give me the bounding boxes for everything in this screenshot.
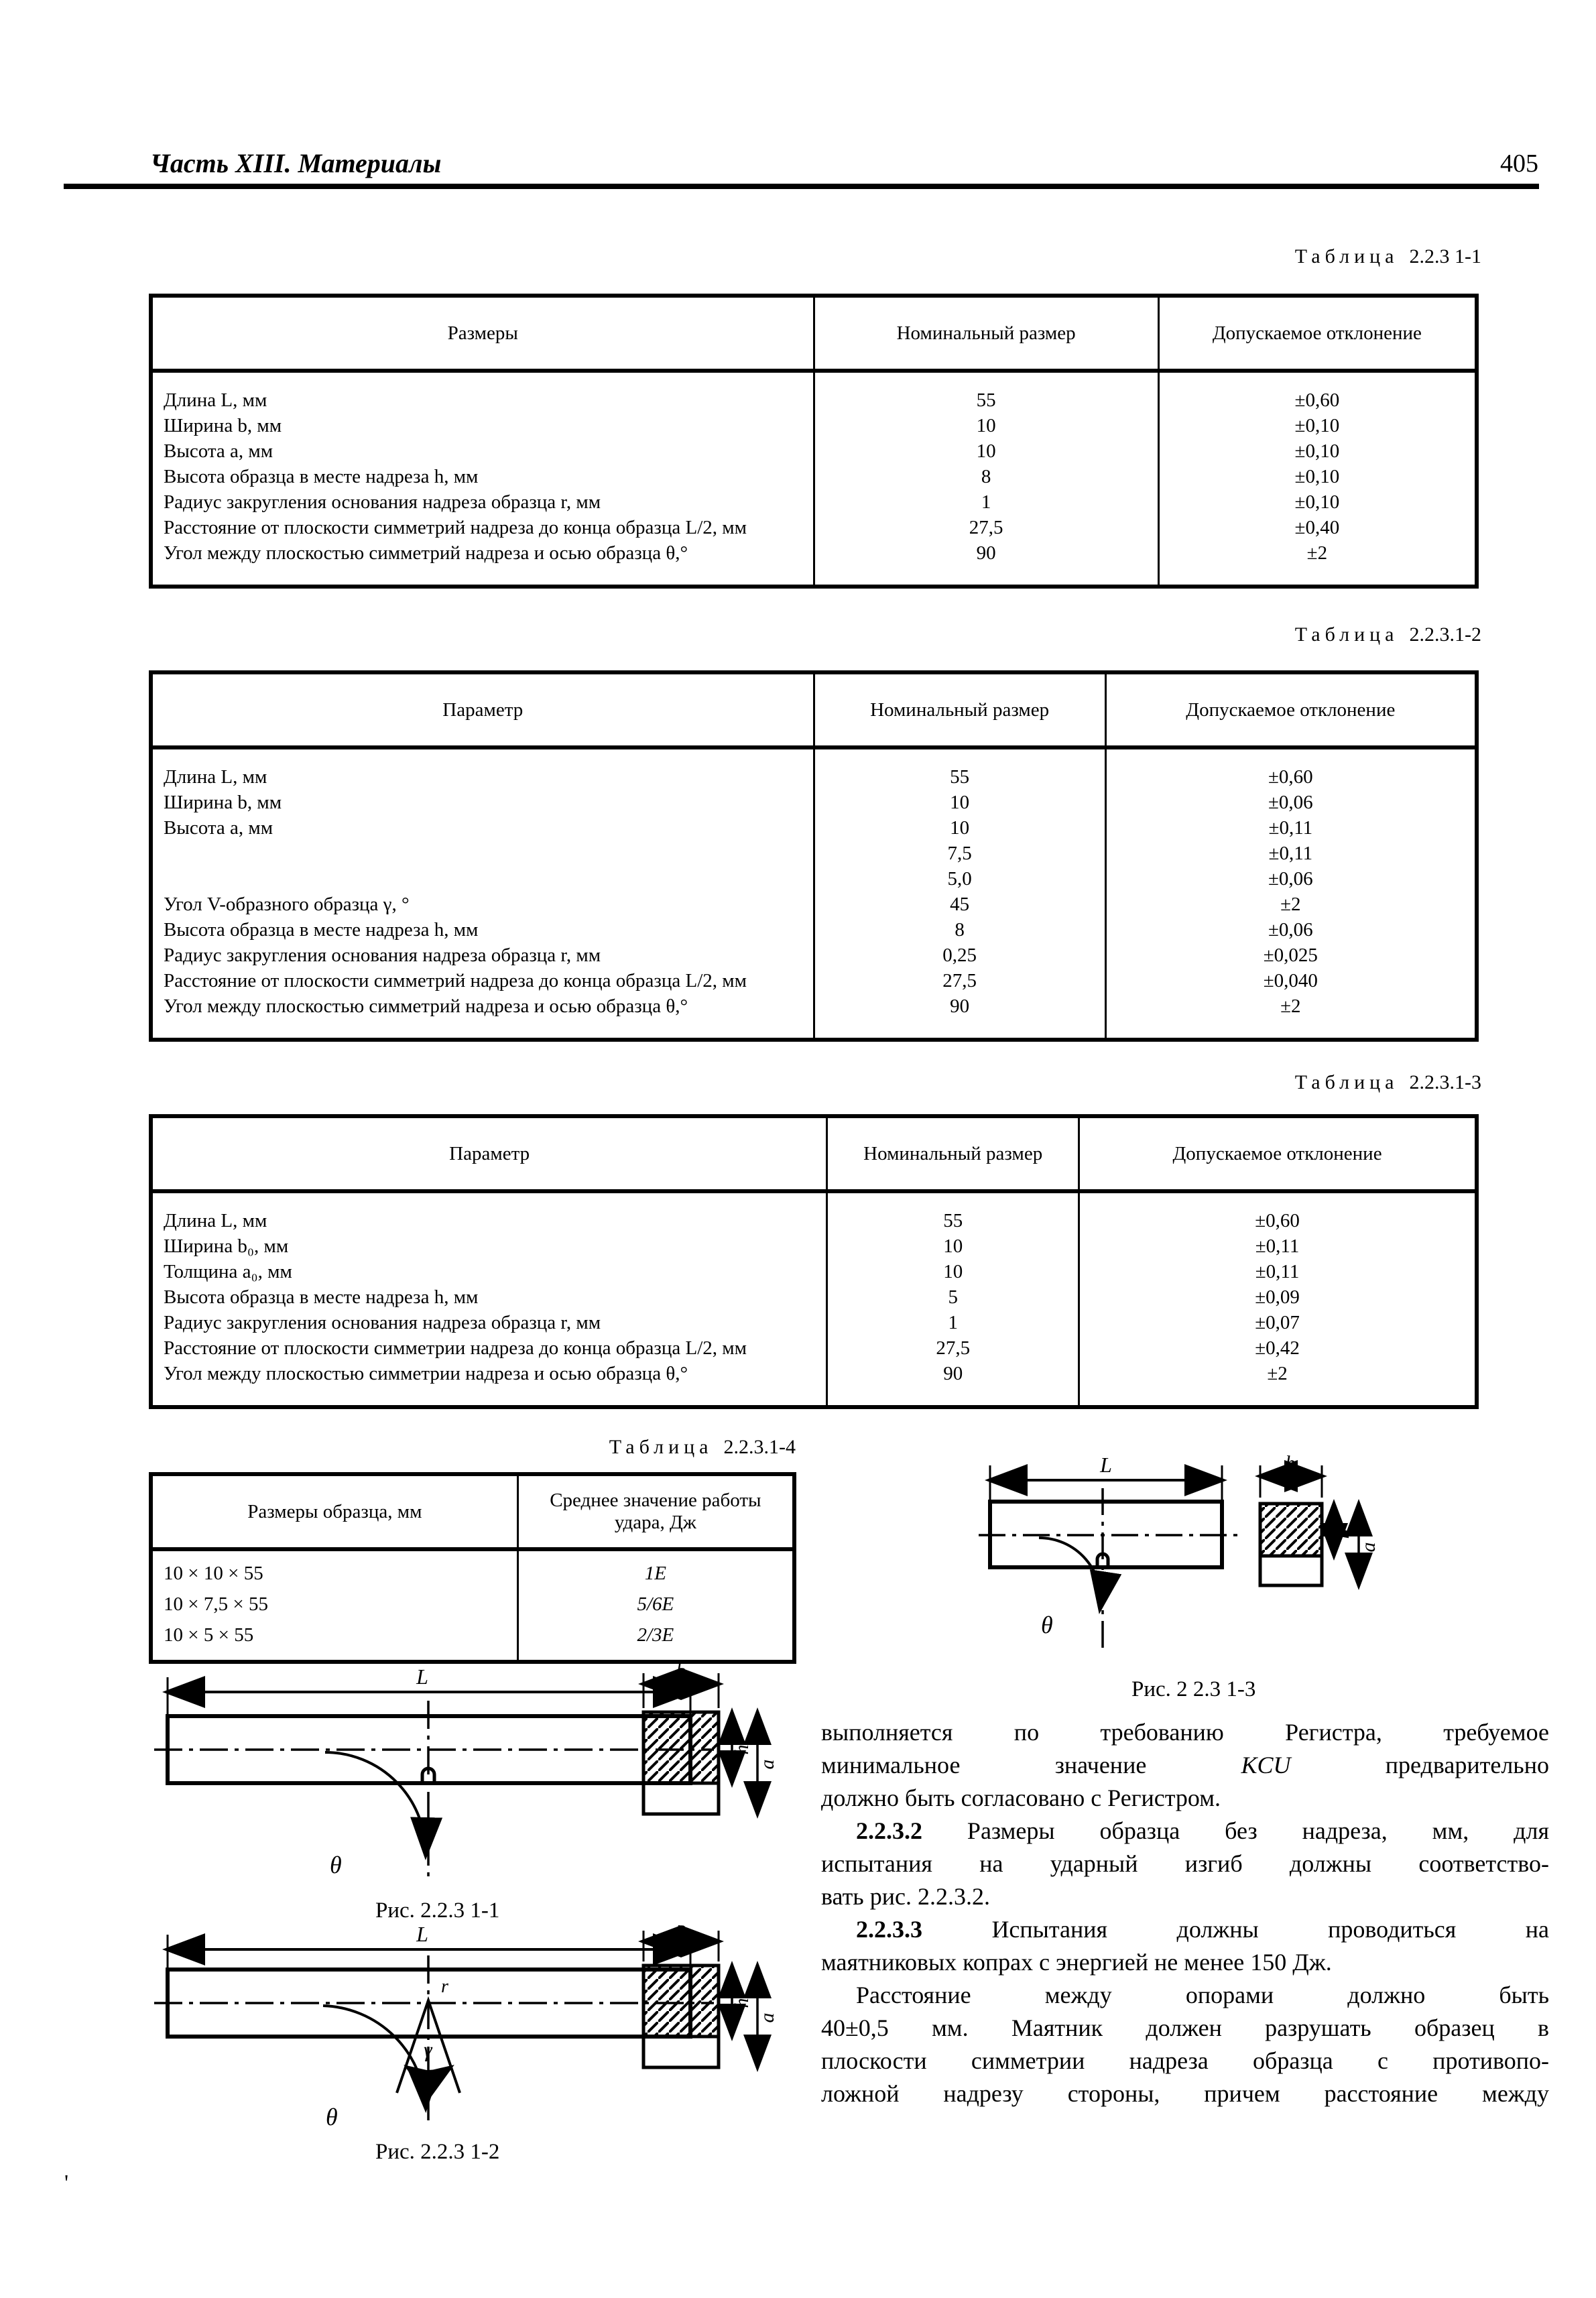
cell-nominal: 10 bbox=[827, 1259, 1079, 1284]
table-2231-2 bbox=[149, 670, 1479, 1042]
cell-nominal: 90 bbox=[827, 1361, 1079, 1407]
dim-label-L: L bbox=[416, 1665, 428, 1689]
cell-param: Ширина b₀, мм bbox=[164, 1235, 289, 1257]
cell-param bbox=[151, 841, 814, 866]
cell-tolerance: ±0,025 bbox=[1105, 943, 1477, 968]
cell-nominal: 55 bbox=[827, 1191, 1079, 1233]
cell-nominal: 55 bbox=[814, 371, 1158, 413]
table-row bbox=[151, 1233, 1477, 1259]
cell-tolerance: ±2 bbox=[1079, 1361, 1477, 1407]
cross-section bbox=[643, 1664, 778, 1814]
body-text: предварительно bbox=[1385, 1752, 1549, 1778]
cell-nominal: 8 bbox=[814, 464, 1158, 489]
cell-nominal: 5 bbox=[827, 1284, 1079, 1310]
table-title-number: 2.2.3.1-4 bbox=[723, 1436, 796, 1458]
table-row bbox=[151, 371, 1477, 413]
cell-nominal: 5,0 bbox=[814, 866, 1105, 892]
cell-nominal: 90 bbox=[814, 993, 1105, 1040]
table-row bbox=[151, 515, 1477, 540]
table-row bbox=[151, 815, 1477, 841]
cell-tolerance: ±0,60 bbox=[1105, 747, 1477, 790]
body-line: плоскости симметрии надреза образца с противопо- bbox=[821, 2047, 1549, 2074]
cell-param: Расстояние от плоскости симметрий надреза до конца образца L/2, мм bbox=[164, 517, 747, 538]
table-title-2231-3 bbox=[1295, 1071, 1481, 1094]
cell-tolerance: ±0,60 bbox=[1158, 371, 1477, 413]
body-line: ложной надрезу стороны, причем расстояние между bbox=[821, 2080, 1549, 2107]
dim-label-theta: θ bbox=[1041, 1612, 1053, 1638]
table-title-label: Таблица bbox=[1294, 623, 1399, 646]
column-header: Номинальный размер bbox=[814, 296, 1158, 371]
cell-param bbox=[151, 866, 814, 892]
hatched-area bbox=[1260, 1504, 1322, 1556]
table-title-2231-1 bbox=[1295, 245, 1481, 268]
dim-label-L: L bbox=[1100, 1453, 1112, 1477]
table-title-number: 2.2.3.1-2 bbox=[1409, 623, 1481, 646]
table-row bbox=[151, 943, 1477, 968]
cell-tolerance: ±0,11 bbox=[1079, 1259, 1477, 1284]
cell-tolerance: ±0,07 bbox=[1079, 1310, 1477, 1335]
figure-caption: Рис. 2 2.3 1-3 bbox=[1131, 1677, 1256, 1701]
cell-param: Длина L, мм bbox=[164, 766, 267, 788]
cell-nominal: 27,5 bbox=[827, 1335, 1079, 1361]
body-line: Расстояние между опорами должно быть bbox=[856, 1982, 1549, 2008]
cell-param: Угол V-образного образца γ, ° bbox=[164, 894, 410, 915]
cell-nominal: 90 bbox=[814, 540, 1158, 587]
cell-nominal: 55 bbox=[814, 747, 1105, 790]
cell-param: Толщина a₀, мм bbox=[164, 1261, 292, 1282]
figure-2231-2 bbox=[154, 1925, 784, 2150]
table-title-number: 2.2.3 1-1 bbox=[1409, 245, 1481, 267]
cell-param: Радиус закругления основания надреза образца r, мм bbox=[164, 491, 601, 513]
table-row bbox=[151, 413, 1477, 438]
table-row bbox=[151, 993, 1477, 1040]
body-line: 40±0,5 мм. Маятник должен разрушать образец в bbox=[821, 2014, 1549, 2041]
cell-tolerance: ±0,60 bbox=[1079, 1191, 1477, 1233]
cell-param: Высота образца в месте надреза h, мм bbox=[164, 1286, 479, 1308]
cell-tolerance: ±2 bbox=[1105, 993, 1477, 1040]
table-row bbox=[151, 1284, 1477, 1310]
cell-nominal: 27,5 bbox=[814, 968, 1105, 993]
specimen-bar bbox=[979, 1488, 1240, 1648]
table-row bbox=[151, 540, 1477, 587]
cell-nominal: 27,5 bbox=[814, 515, 1158, 540]
table-row bbox=[151, 917, 1477, 943]
body-line bbox=[821, 1749, 1549, 1782]
cell-tolerance: ±2 bbox=[1105, 892, 1477, 917]
cell-tolerance: ±0,10 bbox=[1158, 464, 1477, 489]
specimen-bar bbox=[154, 1955, 714, 2126]
cell-size: 10 × 7,5 × 55 bbox=[164, 1593, 268, 1615]
cell-tolerance: ±0,06 bbox=[1105, 917, 1477, 943]
dim-label-b: b bbox=[676, 1664, 686, 1682]
body-text-column bbox=[821, 1716, 1549, 2110]
cell-tolerance: ±0,11 bbox=[1105, 841, 1477, 866]
table-row bbox=[151, 1310, 1477, 1335]
cell-nominal: 10 bbox=[814, 413, 1158, 438]
body-line bbox=[821, 1815, 1549, 1848]
table-row bbox=[151, 892, 1477, 917]
table-title-label: Таблица bbox=[1294, 1071, 1399, 1093]
cell-tolerance: ±0,10 bbox=[1158, 438, 1477, 464]
dimension-L bbox=[990, 1453, 1222, 1544]
table-row bbox=[151, 1335, 1477, 1361]
column-header: Допускаемое отклонение bbox=[1079, 1116, 1477, 1191]
cell-nominal: 8 bbox=[814, 917, 1105, 943]
table-title-label: Таблица bbox=[609, 1436, 713, 1458]
dim-label-gamma: γ bbox=[424, 2037, 432, 2061]
table-row bbox=[151, 1620, 794, 1662]
cell-param: Угол между плоскостью симметрий надреза и осью образца θ,° bbox=[164, 995, 688, 1017]
body-line: выполняется по требованию Регистра, требуемое bbox=[821, 1719, 1549, 1746]
cell-nominal: 10 bbox=[827, 1233, 1079, 1259]
body-line: вать рис. 2.2.3.2. bbox=[821, 1883, 990, 1910]
dim-label-b: b bbox=[676, 1925, 686, 1939]
body-text: минимальное значение bbox=[821, 1752, 1147, 1778]
scan-artifact-mark: ' bbox=[64, 2171, 69, 2195]
cell-tolerance: ±0,11 bbox=[1105, 815, 1477, 841]
specimen-bar bbox=[154, 1701, 714, 1878]
body-text: Испытания должны проводиться на bbox=[991, 1916, 1549, 1943]
cell-param: Ширина b, мм bbox=[164, 792, 282, 813]
dim-label-a: a bbox=[756, 2012, 778, 2023]
cell-tolerance: ±0,06 bbox=[1105, 790, 1477, 815]
cell-param: Высота a, мм bbox=[164, 817, 273, 839]
table-title-number: 2.2.3.1-3 bbox=[1409, 1071, 1481, 1093]
header-rule bbox=[64, 184, 1539, 189]
column-header: Размеры bbox=[151, 296, 814, 371]
table-2231-1 bbox=[149, 294, 1479, 589]
table-2231-3 bbox=[149, 1114, 1479, 1409]
figure-caption: Рис. 2.2.3 1-2 bbox=[375, 2140, 500, 2164]
cell-tolerance: ±0,40 bbox=[1158, 515, 1477, 540]
figure-caption: Рис. 2.2.3 1-1 bbox=[375, 1898, 500, 1923]
table-row bbox=[151, 790, 1477, 815]
figure-2231-3 bbox=[975, 1453, 1491, 1678]
kcu-term: KCU bbox=[1241, 1752, 1291, 1778]
cell-param: Угол между плоскостью симметрии надреза и осью образца θ,° bbox=[164, 1363, 688, 1384]
column-header: Номинальный размер bbox=[827, 1116, 1079, 1191]
cell-param: Высота a, мм bbox=[164, 440, 273, 462]
column-header: Параметр bbox=[151, 1116, 827, 1191]
cell-nominal: 7,5 bbox=[814, 841, 1105, 866]
dimension-theta bbox=[325, 1752, 426, 1878]
cell-param: Радиус закругления основания надреза образца r, мм bbox=[164, 1312, 601, 1333]
table-row bbox=[151, 841, 1477, 866]
cell-tolerance: ±0,42 bbox=[1079, 1335, 1477, 1361]
cell-size: 10 × 10 × 55 bbox=[164, 1563, 263, 1584]
body-text: Размеры образца без надреза, мм, для bbox=[967, 1817, 1549, 1844]
cell-energy: 2/3E bbox=[517, 1620, 794, 1662]
cell-tolerance: ±0,11 bbox=[1079, 1233, 1477, 1259]
cell-energy: 5/6E bbox=[517, 1589, 794, 1620]
cell-tolerance: ±0,10 bbox=[1158, 413, 1477, 438]
table-row bbox=[151, 489, 1477, 515]
table-row bbox=[151, 1259, 1477, 1284]
table-header-row bbox=[151, 1474, 794, 1549]
dim-label-b: b bbox=[1285, 1453, 1296, 1474]
cell-param: Высота образца в месте надреза h, мм bbox=[164, 919, 479, 941]
body-line: маятниковых копрах с энергией не менее 150 Дж. bbox=[821, 1949, 1332, 1976]
cell-param: Расстояние от плоскости симметрий надреза до конца образца L/2, мм bbox=[164, 970, 747, 991]
hatched-area bbox=[643, 1966, 719, 2037]
dim-label-r: r bbox=[441, 1976, 448, 1997]
table-header-row bbox=[151, 1116, 1477, 1191]
cell-tolerance: ±0,06 bbox=[1105, 866, 1477, 892]
table-row bbox=[151, 866, 1477, 892]
cell-param: Высота образца в месте надреза h, мм bbox=[164, 466, 479, 487]
dim-label-theta: θ bbox=[326, 2104, 338, 2130]
body-line bbox=[821, 1913, 1549, 1946]
table-title-2231-4 bbox=[609, 1436, 796, 1459]
body-line: должно быть согласовано с Регистром. bbox=[821, 1785, 1221, 1811]
table-row bbox=[151, 464, 1477, 489]
cell-size: 10 × 5 × 55 bbox=[164, 1624, 254, 1646]
table-title-label: Таблица bbox=[1294, 245, 1399, 267]
table-row bbox=[151, 1549, 794, 1589]
cell-energy: 1E bbox=[517, 1549, 794, 1589]
column-header: Среднее значение работы удара, Дж bbox=[517, 1474, 794, 1549]
cell-param: Длина L, мм bbox=[164, 389, 267, 411]
column-header: Параметр bbox=[151, 672, 814, 747]
cell-nominal: 10 bbox=[814, 438, 1158, 464]
cell-nominal: 10 bbox=[814, 790, 1105, 815]
cell-nominal: 45 bbox=[814, 892, 1105, 917]
table-2231-4 bbox=[149, 1472, 796, 1664]
section-number: 2.2.3.3 bbox=[856, 1916, 922, 1943]
table-row bbox=[151, 1589, 794, 1620]
cell-tolerance: ±2 bbox=[1158, 540, 1477, 587]
cell-nominal: 0,25 bbox=[814, 943, 1105, 968]
cell-nominal: 10 bbox=[814, 815, 1105, 841]
cross-section bbox=[643, 1925, 778, 2067]
cell-tolerance: ±0,09 bbox=[1079, 1284, 1477, 1310]
table-title-2231-2 bbox=[1295, 623, 1481, 646]
dim-label-L: L bbox=[416, 1925, 428, 1946]
dim-label-a: a bbox=[1357, 1542, 1379, 1553]
dim-label-theta: θ bbox=[330, 1852, 342, 1878]
table-row bbox=[151, 968, 1477, 993]
dim-label-h: h bbox=[731, 1744, 753, 1755]
table-row bbox=[151, 747, 1477, 790]
column-header: Номинальный размер bbox=[814, 672, 1105, 747]
cell-param: Длина L, мм bbox=[164, 1210, 267, 1231]
table-header-row bbox=[151, 296, 1477, 371]
table-row bbox=[151, 1361, 1477, 1407]
body-line: испытания на ударный изгиб должны соответство- bbox=[821, 1850, 1549, 1877]
column-header: Допускаемое отклонение bbox=[1105, 672, 1477, 747]
column-header: Допускаемое отклонение bbox=[1158, 296, 1477, 371]
figure-2231-1 bbox=[154, 1664, 784, 1898]
dimension-theta bbox=[1039, 1538, 1101, 1638]
hatched-area bbox=[643, 1712, 719, 1783]
cell-param: Радиус закругления основания надреза образца r, мм bbox=[164, 945, 601, 966]
cell-nominal: 1 bbox=[827, 1310, 1079, 1335]
running-header-title: Часть XIII. Материалы bbox=[150, 148, 442, 178]
dim-label-h: h bbox=[1331, 1528, 1353, 1539]
cell-tolerance: ±0,040 bbox=[1105, 968, 1477, 993]
table-row bbox=[151, 438, 1477, 464]
section-number: 2.2.3.2 bbox=[856, 1817, 922, 1844]
table-row bbox=[151, 1191, 1477, 1233]
dim-label-a: a bbox=[756, 1759, 778, 1770]
cell-param: Расстояние от плоскости симметрии надреза до конца образца L/2, мм bbox=[164, 1337, 747, 1359]
page-number: 405 bbox=[1500, 149, 1538, 178]
dim-label-h: h bbox=[731, 1998, 753, 2008]
cell-tolerance: ±0,10 bbox=[1158, 489, 1477, 515]
cell-param: Ширина b, мм bbox=[164, 415, 282, 436]
column-header: Размеры образца, мм bbox=[151, 1474, 517, 1549]
table-header-row bbox=[151, 672, 1477, 747]
cell-param: Угол между плоскостью симметрий надреза и осью образца θ,° bbox=[164, 542, 688, 564]
cell-nominal: 1 bbox=[814, 489, 1158, 515]
cross-section bbox=[1260, 1453, 1379, 1585]
